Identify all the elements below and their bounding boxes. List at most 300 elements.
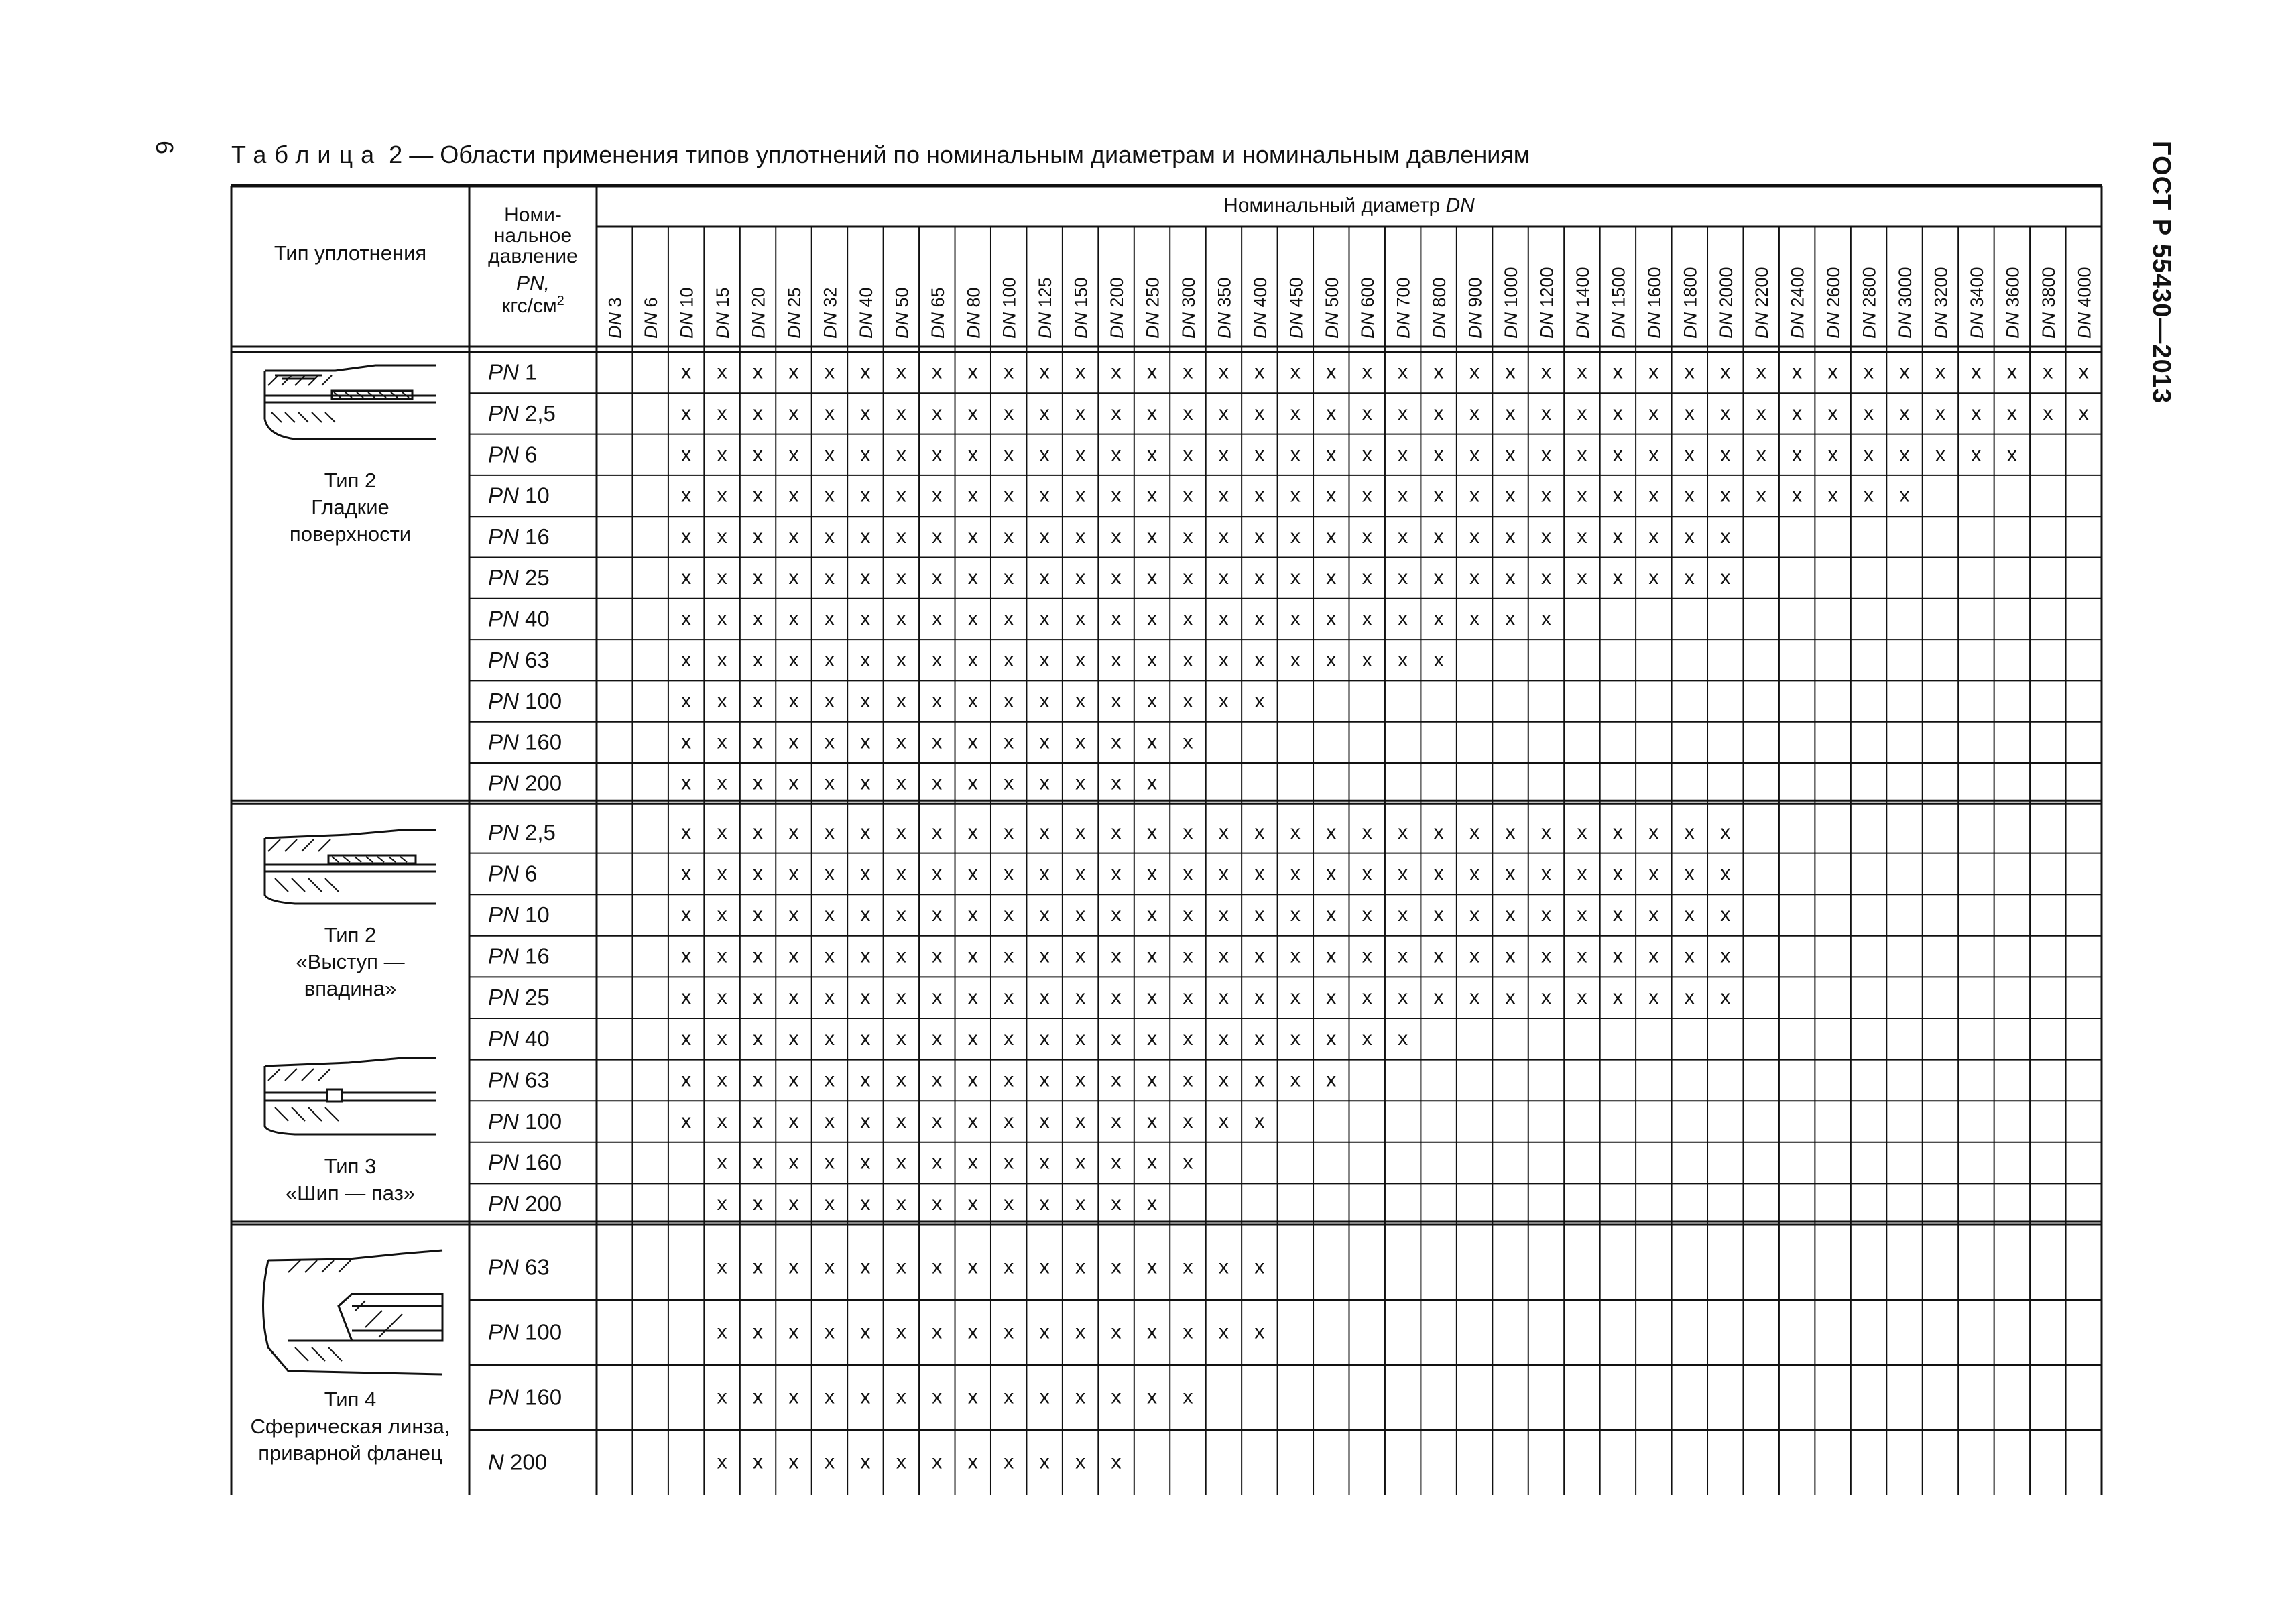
applicability-mark: x bbox=[717, 443, 727, 466]
seal-type-label: «Выступ — bbox=[296, 950, 405, 973]
applicability-mark: x bbox=[1720, 443, 1731, 466]
applicability-mark: x bbox=[1111, 1110, 1122, 1132]
applicability-mark: x bbox=[1684, 443, 1695, 466]
applicability-mark: x bbox=[1684, 402, 1695, 424]
applicability-mark: x bbox=[1469, 525, 1480, 548]
applicability-mark: x bbox=[932, 945, 943, 967]
applicability-mark: x bbox=[1326, 443, 1337, 466]
seal-type-label: приварной фланец bbox=[258, 1441, 442, 1465]
applicability-mark: x bbox=[717, 945, 727, 967]
applicability-mark: x bbox=[932, 1110, 943, 1132]
applicability-mark: x bbox=[1540, 484, 1551, 507]
applicability-mark: x bbox=[717, 1151, 727, 1174]
applicability-mark: x bbox=[1290, 862, 1301, 885]
applicability-mark: x bbox=[860, 690, 871, 713]
applicability-mark: x bbox=[1612, 443, 1623, 466]
dn-column-label: DN 40 bbox=[855, 287, 876, 339]
applicability-mark: x bbox=[753, 862, 764, 885]
applicability-mark: x bbox=[1362, 945, 1372, 967]
applicability-mark: x bbox=[753, 1193, 764, 1215]
applicability-mark: x bbox=[717, 1069, 727, 1091]
dn-column-label: DN 1000 bbox=[1501, 267, 1522, 339]
applicability-mark: x bbox=[1612, 821, 1623, 843]
applicability-mark: x bbox=[1398, 361, 1408, 383]
applicability-mark: x bbox=[1039, 484, 1050, 507]
applicability-mark: x bbox=[1075, 986, 1086, 1009]
applicability-mark: x bbox=[1398, 402, 1408, 424]
applicability-mark: x bbox=[1398, 607, 1408, 630]
applicability-mark: x bbox=[1254, 1027, 1265, 1050]
applicability-mark: x bbox=[788, 1027, 799, 1050]
applicability-mark: x bbox=[1612, 862, 1623, 885]
applicability-mark: x bbox=[1684, 904, 1695, 926]
applicability-mark: x bbox=[1684, 484, 1695, 507]
applicability-mark: x bbox=[788, 945, 799, 967]
pressure-label: PN 6 bbox=[488, 442, 538, 467]
applicability-mark: x bbox=[1075, 821, 1086, 843]
applicability-mark: x bbox=[1111, 1069, 1122, 1091]
applicability-mark: x bbox=[967, 1386, 978, 1408]
applicability-mark: x bbox=[1039, 1256, 1050, 1278]
applicability-mark: x bbox=[717, 1321, 727, 1343]
dn-column-label: DN 2200 bbox=[1752, 267, 1772, 339]
pressure-label: PN 200 bbox=[488, 1191, 562, 1217]
applicability-mark: x bbox=[1004, 566, 1014, 589]
applicability-mark: x bbox=[1004, 1256, 1014, 1278]
applicability-mark: x bbox=[1540, 443, 1551, 466]
applicability-mark: x bbox=[932, 1069, 943, 1091]
applicability-mark: x bbox=[824, 1110, 835, 1132]
dn-column-label: DN 2400 bbox=[1787, 267, 1808, 339]
applicability-mark: x bbox=[717, 402, 727, 424]
applicability-mark: x bbox=[1612, 566, 1623, 589]
applicability-mark: x bbox=[932, 525, 943, 548]
applicability-mark: x bbox=[1111, 1256, 1122, 1278]
applicability-mark: x bbox=[1540, 566, 1551, 589]
applicability-mark: x bbox=[1111, 361, 1122, 383]
pressure-header-line: нальное bbox=[493, 225, 572, 247]
applicability-mark: x bbox=[1469, 361, 1480, 383]
applicability-mark: x bbox=[753, 904, 764, 926]
applicability-mark: x bbox=[1183, 986, 1193, 1009]
applicability-mark: x bbox=[824, 821, 835, 843]
applicability-mark: x bbox=[1290, 484, 1301, 507]
applicability-mark: x bbox=[1433, 484, 1444, 507]
dn-column-label: DN 6 bbox=[641, 297, 662, 339]
pressure-label: PN 10 bbox=[488, 902, 550, 927]
applicability-mark: x bbox=[753, 1069, 764, 1091]
dn-column-label: DN 500 bbox=[1321, 277, 1342, 339]
applicability-mark: x bbox=[1075, 361, 1086, 383]
applicability-mark: x bbox=[681, 904, 692, 926]
applicability-mark: x bbox=[753, 1110, 764, 1132]
applicability-mark: x bbox=[1290, 525, 1301, 548]
applicability-mark: x bbox=[1147, 484, 1158, 507]
applicability-mark: x bbox=[896, 1193, 906, 1215]
applicability-mark: x bbox=[1111, 607, 1122, 630]
applicability-mark: x bbox=[1039, 986, 1050, 1009]
applicability-mark: x bbox=[967, 402, 978, 424]
dn-column-label: DN 350 bbox=[1214, 277, 1235, 339]
pressure-label: PN 1 bbox=[488, 359, 538, 385]
dn-column-label: DN 150 bbox=[1071, 277, 1091, 339]
dn-column-label: DN 50 bbox=[892, 287, 912, 339]
applicability-mark: x bbox=[717, 361, 727, 383]
pressure-label: PN 63 bbox=[488, 1067, 550, 1093]
applicability-mark: x bbox=[1075, 1027, 1086, 1050]
applicability-mark: x bbox=[932, 484, 943, 507]
applicability-mark: x bbox=[1469, 904, 1480, 926]
applicability-mark: x bbox=[1720, 945, 1731, 967]
applicability-mark: x bbox=[1684, 986, 1695, 1009]
pressure-label: PN 40 bbox=[488, 606, 550, 632]
applicability-mark: x bbox=[932, 1027, 943, 1050]
applicability-mark: x bbox=[1218, 904, 1229, 926]
applicability-mark: x bbox=[1218, 1069, 1229, 1091]
table-grid bbox=[231, 186, 2102, 1495]
applicability-mark: x bbox=[1935, 443, 1945, 466]
applicability-mark: x bbox=[1935, 361, 1945, 383]
seal-raised-recessed-drawing bbox=[265, 830, 436, 904]
applicability-mark: x bbox=[1075, 648, 1086, 671]
applicability-mark: x bbox=[1039, 443, 1050, 466]
applicability-mark: x bbox=[717, 1027, 727, 1050]
applicability-mark: x bbox=[1290, 904, 1301, 926]
applicability-mark: x bbox=[753, 1321, 764, 1343]
applicability-mark: x bbox=[860, 731, 871, 754]
caption-lead: Таблица bbox=[231, 141, 383, 168]
applicability-mark: x bbox=[1433, 607, 1444, 630]
dn-column-label: DN 3 bbox=[605, 297, 625, 339]
applicability-mark: x bbox=[1648, 904, 1659, 926]
applicability-mark: x bbox=[1183, 821, 1193, 843]
applicability-mark: x bbox=[1971, 443, 1982, 466]
applicability-mark: x bbox=[1827, 402, 1838, 424]
applicability-mark: x bbox=[1254, 1069, 1265, 1091]
applicability-mark: x bbox=[1039, 690, 1050, 713]
applicability-mark: x bbox=[1648, 484, 1659, 507]
applicability-mark: x bbox=[753, 484, 764, 507]
applicability-mark: x bbox=[788, 566, 799, 589]
applicability-mark: x bbox=[1290, 648, 1301, 671]
pressure-label: PN 2,5 bbox=[488, 400, 556, 426]
applicability-mark: x bbox=[932, 361, 943, 383]
applicability-mark: x bbox=[1684, 862, 1695, 885]
applicability-mark: x bbox=[1540, 361, 1551, 383]
applicability-mark: x bbox=[1827, 484, 1838, 507]
applicability-mark: x bbox=[1004, 525, 1014, 548]
applicability-mark: x bbox=[896, 1110, 906, 1132]
applicability-mark: x bbox=[681, 690, 692, 713]
applicability-mark: x bbox=[967, 904, 978, 926]
applicability-mark: x bbox=[896, 484, 906, 507]
applicability-mark: x bbox=[717, 904, 727, 926]
applicability-mark: x bbox=[1111, 402, 1122, 424]
applicability-mark: x bbox=[860, 1027, 871, 1050]
applicability-mark: x bbox=[753, 402, 764, 424]
applicability-mark: x bbox=[1756, 443, 1766, 466]
applicability-mark: x bbox=[1147, 1027, 1158, 1050]
applicability-mark: x bbox=[1254, 607, 1265, 630]
applicability-mark: x bbox=[1004, 945, 1014, 967]
applicability-mark: x bbox=[1004, 1110, 1014, 1132]
pressure-header-line: давление bbox=[488, 245, 578, 267]
applicability-mark: x bbox=[967, 607, 978, 630]
dn-column-label: DN 600 bbox=[1357, 277, 1378, 339]
applicability-mark: x bbox=[1147, 402, 1158, 424]
applicability-mark: x bbox=[681, 1027, 692, 1050]
applicability-mark: x bbox=[753, 731, 764, 754]
applicability-mark: x bbox=[1039, 361, 1050, 383]
applicability-mark: x bbox=[1648, 986, 1659, 1009]
applicability-mark: x bbox=[967, 986, 978, 1009]
applicability-mark: x bbox=[1469, 862, 1480, 885]
applicability-mark: x bbox=[1326, 986, 1337, 1009]
applicability-mark: x bbox=[1111, 484, 1122, 507]
applicability-mark: x bbox=[1075, 607, 1086, 630]
applicability-mark: x bbox=[1792, 361, 1803, 383]
applicability-mark: x bbox=[967, 1193, 978, 1215]
dn-column-label: DN 2800 bbox=[1859, 267, 1880, 339]
applicability-mark: x bbox=[681, 772, 692, 794]
applicability-mark: x bbox=[1039, 1027, 1050, 1050]
applicability-mark: x bbox=[860, 361, 871, 383]
applicability-mark: x bbox=[932, 402, 943, 424]
applicability-mark: x bbox=[1290, 402, 1301, 424]
applicability-mark: x bbox=[1111, 1151, 1122, 1174]
applicability-mark: x bbox=[753, 821, 764, 843]
applicability-mark: x bbox=[1004, 443, 1014, 466]
applicability-mark: x bbox=[2006, 402, 2017, 424]
applicability-mark: x bbox=[1075, 484, 1086, 507]
applicability-mark: x bbox=[1183, 904, 1193, 926]
diameter-header: Номинальный диаметр DN bbox=[1223, 194, 1475, 217]
applicability-mark: x bbox=[1935, 402, 1945, 424]
applicability-mark: x bbox=[1075, 1193, 1086, 1215]
applicability-mark: x bbox=[2078, 402, 2089, 424]
applicability-mark: x bbox=[1362, 821, 1372, 843]
applicability-mark: x bbox=[1864, 484, 1874, 507]
applicability-mark: x bbox=[932, 566, 943, 589]
applicability-mark: x bbox=[967, 945, 978, 967]
applicability-mark: x bbox=[824, 904, 835, 926]
applicability-mark: x bbox=[753, 648, 764, 671]
applicability-mark: x bbox=[1326, 945, 1337, 967]
applicability-mark: x bbox=[788, 904, 799, 926]
applicability-mark: x bbox=[824, 361, 835, 383]
applicability-mark: x bbox=[1004, 1193, 1014, 1215]
applicability-mark: x bbox=[1290, 566, 1301, 589]
applicability-mark: x bbox=[1075, 904, 1086, 926]
applicability-mark: x bbox=[1362, 1027, 1372, 1050]
applicability-mark: x bbox=[753, 1451, 764, 1474]
applicability-mark: x bbox=[788, 484, 799, 507]
applicability-mark: x bbox=[1039, 1193, 1050, 1215]
dn-column-label: DN 3800 bbox=[2038, 267, 2059, 339]
applicability-mark: x bbox=[1362, 443, 1372, 466]
applicability-mark: x bbox=[1039, 1069, 1050, 1091]
applicability-mark: x bbox=[824, 1256, 835, 1278]
applicability-mark: x bbox=[753, 945, 764, 967]
applicability-mark: x bbox=[1469, 945, 1480, 967]
applicability-mark: x bbox=[681, 821, 692, 843]
seal-type-label: Тип 2 bbox=[324, 469, 377, 492]
applicability-mark: x bbox=[1039, 402, 1050, 424]
applicability-mark: x bbox=[1075, 1069, 1086, 1091]
applicability-mark: x bbox=[1469, 566, 1480, 589]
applicability-mark: x bbox=[1218, 648, 1229, 671]
applicability-mark: x bbox=[788, 1069, 799, 1091]
applicability-mark: x bbox=[1756, 402, 1766, 424]
dn-column-label: DN 300 bbox=[1178, 277, 1199, 339]
applicability-mark: x bbox=[1720, 525, 1731, 548]
pressure-label: PN 6 bbox=[488, 861, 538, 886]
applicability-mark: x bbox=[681, 648, 692, 671]
applicability-mark: x bbox=[1720, 484, 1731, 507]
applicability-mark: x bbox=[824, 484, 835, 507]
applicability-mark: x bbox=[1147, 690, 1158, 713]
applicability-mark: x bbox=[896, 1386, 906, 1408]
applicability-mark: x bbox=[788, 1110, 799, 1132]
applicability-mark: x bbox=[860, 904, 871, 926]
page-number: 6 bbox=[151, 141, 178, 155]
applicability-mark: x bbox=[1433, 945, 1444, 967]
pressure-label: PN 10 bbox=[488, 483, 550, 508]
applicability-mark: x bbox=[1147, 566, 1158, 589]
applicability-mark: x bbox=[1004, 986, 1014, 1009]
pressure-label: PN 25 bbox=[488, 985, 550, 1010]
applicability-mark: x bbox=[1111, 1193, 1122, 1215]
applicability-mark: x bbox=[1899, 484, 1910, 507]
applicability-mark: x bbox=[2043, 402, 2053, 424]
applicability-mark: x bbox=[1254, 945, 1265, 967]
seal-type-label: Сферическая линза, bbox=[250, 1415, 450, 1438]
applicability-mark: x bbox=[1720, 566, 1731, 589]
applicability-mark: x bbox=[824, 986, 835, 1009]
applicability-mark: x bbox=[2078, 361, 2089, 383]
applicability-mark: x bbox=[1864, 402, 1874, 424]
pressure-label: PN 160 bbox=[488, 1150, 562, 1175]
dn-column-label: DN 20 bbox=[748, 287, 769, 339]
applicability-mark: x bbox=[1505, 361, 1516, 383]
dn-column-label: DN 80 bbox=[963, 287, 984, 339]
pressure-label: PN 2,5 bbox=[488, 819, 556, 845]
applicability-mark: x bbox=[1075, 772, 1086, 794]
applicability-mark: x bbox=[860, 402, 871, 424]
applicability-mark: x bbox=[967, 484, 978, 507]
applicability-mark: x bbox=[1254, 690, 1265, 713]
applicability-mark: x bbox=[1183, 1151, 1193, 1174]
applicability-mark: x bbox=[1004, 772, 1014, 794]
applicability-mark: x bbox=[1362, 525, 1372, 548]
applicability-mark: x bbox=[1577, 986, 1587, 1009]
applicability-mark: x bbox=[1505, 862, 1516, 885]
applicability-mark: x bbox=[1147, 1069, 1158, 1091]
applicability-mark: x bbox=[1648, 402, 1659, 424]
applicability-mark: x bbox=[717, 1193, 727, 1215]
applicability-mark: x bbox=[1505, 484, 1516, 507]
pressure-label: PN 160 bbox=[488, 1384, 562, 1410]
applicability-mark: x bbox=[1505, 566, 1516, 589]
applicability-mark: x bbox=[1540, 821, 1551, 843]
dn-column-label: DN 4000 bbox=[2074, 267, 2095, 339]
pressure-label: PN 63 bbox=[488, 647, 550, 672]
applicability-mark: x bbox=[860, 607, 871, 630]
seal-spherical-lens-drawing bbox=[263, 1250, 443, 1374]
applicability-mark: x bbox=[717, 1386, 727, 1408]
applicability-mark: x bbox=[824, 566, 835, 589]
applicability-mark: x bbox=[753, 1386, 764, 1408]
applicability-mark: x bbox=[1111, 731, 1122, 754]
applicability-mark: x bbox=[1218, 525, 1229, 548]
applicability-mark: x bbox=[824, 772, 835, 794]
applicability-mark: x bbox=[1899, 361, 1910, 383]
applicability-mark: x bbox=[1111, 1451, 1122, 1474]
applicability-mark: x bbox=[788, 821, 799, 843]
applicability-mark: x bbox=[788, 402, 799, 424]
pressure-header-pn: PN, bbox=[516, 272, 550, 294]
applicability-mark: x bbox=[1577, 566, 1587, 589]
applicability-mark: x bbox=[967, 1027, 978, 1050]
applicability-mark: x bbox=[788, 525, 799, 548]
applicability-mark: x bbox=[967, 1451, 978, 1474]
applicability-mark: x bbox=[753, 525, 764, 548]
applicability-mark: x bbox=[1577, 945, 1587, 967]
applicability-mark: x bbox=[1183, 402, 1193, 424]
applicability-mark: x bbox=[1326, 525, 1337, 548]
applicability-mark: x bbox=[1290, 361, 1301, 383]
seal-tongue-groove-drawing bbox=[265, 1058, 436, 1134]
applicability-mark: x bbox=[1183, 1027, 1193, 1050]
applicability-mark: x bbox=[1684, 821, 1695, 843]
applicability-mark: x bbox=[824, 862, 835, 885]
applicability-mark: x bbox=[1075, 862, 1086, 885]
applicability-mark: x bbox=[681, 402, 692, 424]
applicability-mark: x bbox=[1254, 1321, 1265, 1343]
applicability-mark: x bbox=[788, 1321, 799, 1343]
applicability-mark: x bbox=[1004, 607, 1014, 630]
applicability-mark: x bbox=[1362, 361, 1372, 383]
dn-column-label: DN 200 bbox=[1107, 277, 1128, 339]
applicability-mark: x bbox=[1469, 443, 1480, 466]
applicability-mark: x bbox=[753, 986, 764, 1009]
applicability-mark: x bbox=[1648, 566, 1659, 589]
applicability-mark: x bbox=[1004, 1069, 1014, 1091]
applicability-mark: x bbox=[1290, 821, 1301, 843]
applicability-mark: x bbox=[1398, 484, 1408, 507]
applicability-mark: x bbox=[1039, 772, 1050, 794]
applicability-mark: x bbox=[932, 904, 943, 926]
applicability-mark: x bbox=[967, 525, 978, 548]
applicability-mark: x bbox=[1398, 443, 1408, 466]
applicability-mark: x bbox=[1111, 945, 1122, 967]
applicability-mark: x bbox=[1004, 690, 1014, 713]
applicability-mark: x bbox=[1326, 607, 1337, 630]
applicability-mark: x bbox=[1326, 566, 1337, 589]
applicability-mark: x bbox=[681, 862, 692, 885]
applicability-mark: x bbox=[932, 1256, 943, 1278]
applicability-mark: x bbox=[1218, 566, 1229, 589]
seal-type-label: впадина» bbox=[304, 977, 397, 1000]
pressure-label: PN 25 bbox=[488, 565, 550, 591]
applicability-mark: x bbox=[1111, 690, 1122, 713]
applicability-mark: x bbox=[1039, 945, 1050, 967]
applicability-mark: x bbox=[1398, 821, 1408, 843]
applicability-mark: x bbox=[860, 1386, 871, 1408]
applicability-mark: x bbox=[1433, 566, 1444, 589]
applicability-mark: x bbox=[1505, 986, 1516, 1009]
pressure-label: PN 160 bbox=[488, 729, 562, 755]
